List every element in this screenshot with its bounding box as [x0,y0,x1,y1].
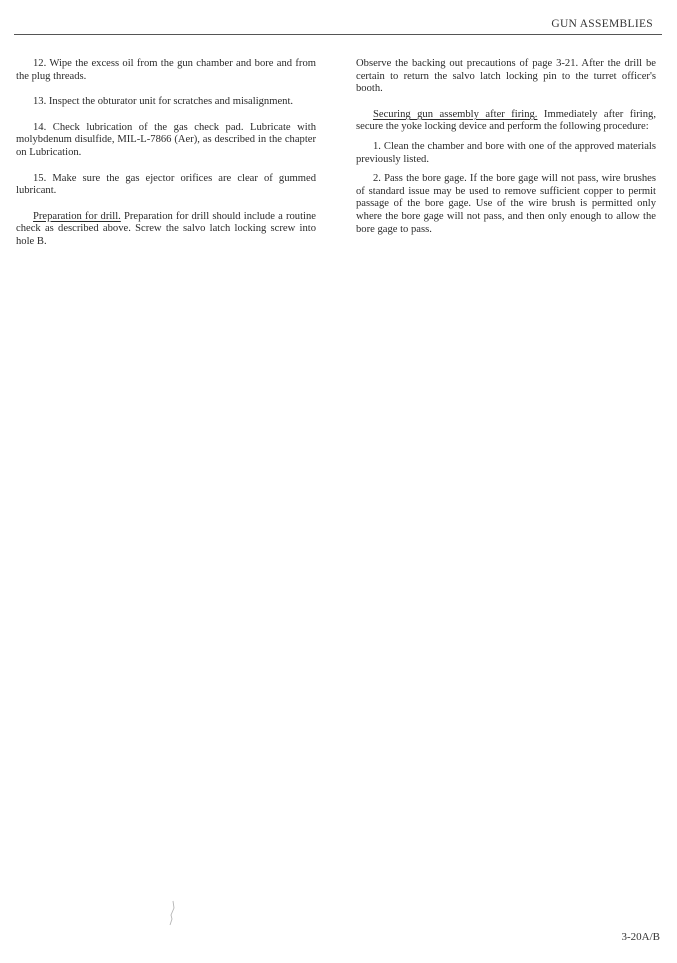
stray-pencil-mark [168,900,176,926]
header-rule [14,34,662,35]
securing-heading: Securing gun assembly after firing. [373,108,538,120]
running-header: GUN ASSEMBLIES [551,18,653,30]
step-12-text: 12. Wipe the excess oil from the gun chamber and bore and from the plug threads. [16,58,316,82]
securing-paragraph [356,109,656,134]
backing-out-paragraph: Observe the backing out precautions of page 3-21. After the drill be certain to return the salvo latch locking pin to the turret officer's booth. [356,58,656,95]
step-15 [16,173,316,198]
right-column [356,58,656,249]
left-column [16,58,316,262]
drill-heading: Preparation for drill. [33,210,121,222]
step-13-text: 13. Inspect the obturator unit for scratches and misalignment. [33,96,294,108]
step-13 [16,96,316,109]
securing-step-2 [356,173,656,236]
step-15-text: 15. Make sure the gas ejector orifices are clear of gummed lubricant. [16,172,316,197]
securing-step-1 [356,141,656,166]
step-12 [16,58,316,83]
securing-step-2-text: 2. Pass the bore gage. If the bore gage will not pass, wire brushes of standard issue may be used to remove sufficient copper to permit passage of the bore gage. Use of the wire brush is permitted only where the bore gage will not pass, and then only enough to allow the bore gage to pass. [356,173,656,235]
securing-text: Immediately after firing, secure the yoke locking device and perform the following procedure: [356,108,656,133]
page-number: 3-20A/B [621,931,660,943]
securing-step-1-text: 1. Clean the chamber and bore with one of the approved materials previously listed. [356,140,656,165]
drill-paragraph [16,211,316,249]
drill-text: Preparation for drill should include a routine check as described above. Screw the salvo latch locking screw into hole B. [16,210,316,247]
step-14-text: 14. Check lubrication of the gas check pad. Lubricate with molybdenum disulfide, MIL-L-7866 (Aer), as described in the chapter on Lubrication. [16,121,316,158]
step-14 [16,122,316,160]
